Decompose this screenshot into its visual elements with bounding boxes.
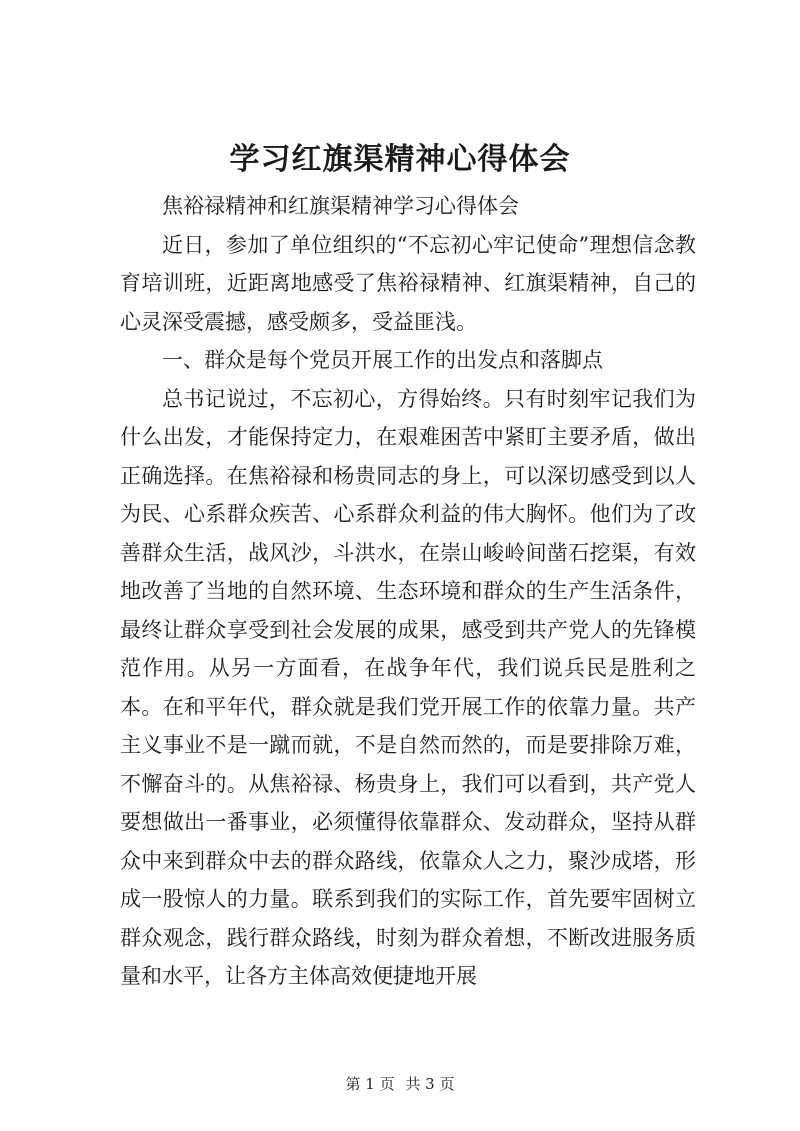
page-title: 学习红旗渠精神心得体会 <box>229 142 571 177</box>
page-total: 共 3 页 <box>405 1075 455 1093</box>
section-heading: 一、群众是每个党员开展工作的出发点和落脚点 <box>162 348 603 372</box>
page-footer <box>0 1074 800 1094</box>
document-body <box>120 187 696 996</box>
intro-paragraph: 近日，参加了单位组织的“不忘初心牢记使命”理想信念教育培训班，近距离地感受了焦裕禄精神、红旗渠精神，自己的心灵深受震撼，感受颇多，受益匪浅。 <box>120 232 696 334</box>
body-paragraph: 总书记说过，不忘初心，方得始终。只有时刻牢记我们为什么出发，才能保持定力，在艰难困苦中紧盯主要矛盾，做出正确选择。在焦裕禄和杨贵同志的身上，可以深切感受到以人为民、心系群众疾苦、心系群众利益的伟大胸怀。他们为了改善群众生活，战风沙，斗洪水，在崇山峻岭间凿石挖渠，有效地改善了当地的自然环境、生态环境和群众的生产生活条件，最终让群众享受到社会发展的成果，感受到共产党人的先锋模范作用。从另一方面看，在战争年代，我们说兵民是胜利之本。在和平年代，群众就是我们党开展工作的依靠力量。共产主义事业不是一蹴而就，不是自然而然的，而是要排除万难，不懈奋斗的。从焦裕禄、杨贵身上，我们可以看到，共产党人要想做出一番事业，必须懂得依靠群众、发动群众，坚持从群众中来到群众中去的群众路线，依靠众人之力，聚沙成塔，形成一股惊人的力量。联系到我们的实际工作，首先要牢固树立群众观念，践行群众路线，时刻为群众着想，不断改进服务质量和水平，让各方主体高效便捷地开展 <box>120 386 696 988</box>
page-number: 第 1 页 <box>345 1075 395 1093</box>
subtitle-paragraph: 焦裕禄精神和红旗渠精神学习心得体会 <box>162 194 519 218</box>
